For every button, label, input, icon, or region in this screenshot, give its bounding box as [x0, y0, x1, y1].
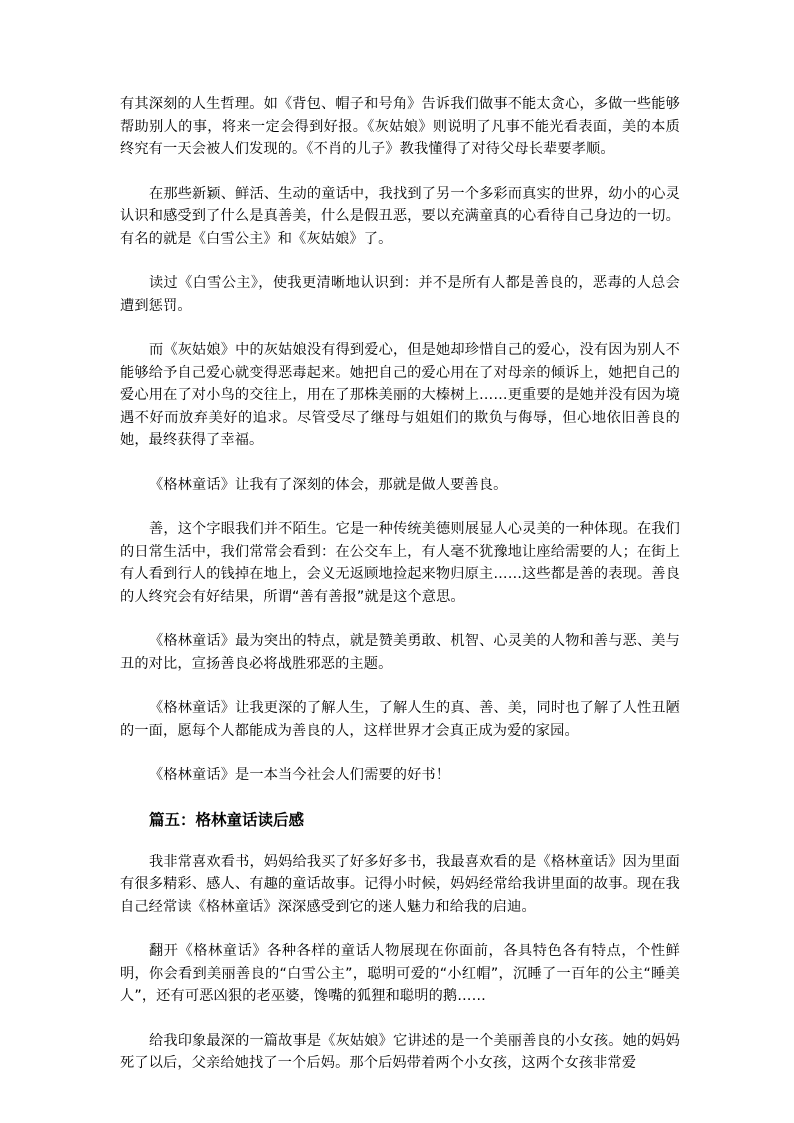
document-page	[120, 93, 680, 1097]
paragraph: 读过《白雪公主》，使我更清晰地认识到：并不是所有人都是善良的，恶毒的人总会遭到惩罚。	[120, 275, 680, 314]
section-heading: 篇五：格林童话读后感	[149, 810, 305, 829]
paragraph: 有其深刻的人生哲理。如《背包、帽子和号角》告诉我们做事不能太贪心，多做一些能够帮助别人的事，将来一定会得到好报。《灰姑娘》则说明了凡事不能光看表面，美的本质终究有一天会被人们发现的。《不肖的儿子》教我懂得了对待父母长辈要孝顺。	[120, 96, 680, 157]
paragraph: 《格林童话》是一本当今社会人们需要的好书！	[149, 767, 451, 783]
paragraph: 而《灰姑娘》中的灰姑娘没有得到爱心，但是她却珍惜自己的爱心，没有因为别人不能够给予自己爱心就变得恶毒起来。她把自己的爱心用在了对母亲的倾诉上，她把自己的爱心用在了对小鸟的交往上，用在了那株美丽的大榛树上……更重要的是她并没有因为境遇不好而放弃美好的追求。尽管受尽了继母与姐姐们的欺负与侮辱，但心地依旧善良的她，最终获得了幸福。	[120, 342, 680, 448]
paragraph: 《格林童话》让我更深的了解人生，了解人生的真、善、美，同时也了解了人性丑陋的一面，愿每个人都能成为善良的人，这样世界才会真正成为爱的家园。	[120, 700, 680, 739]
paragraph: 《格林童话》最为突出的特点，就是赞美勇敢、机智、心灵美的人物和善与恶、美与丑的对比，宣扬善良必将战胜邪恶的主题。	[120, 633, 680, 672]
paragraph: 我非常喜欢看书，妈妈给我买了好多好多书，我最喜欢看的是《格林童话》因为里面有很多精彩、感人、有趣的童话故事。记得小时候，妈妈经常给我讲里面的故事。现在我自己经常读《格林童话》深深感受到它的迷人魅力和给我的启迪。	[120, 853, 680, 915]
paragraph: 给我印象最深的一篇故事是《灰姑娘》它讲述的是一个美丽善良的小女孩。她的妈妈死了以后，父亲给她找了一个后妈。那个后妈带着两个小女孩，这两个女孩非常爱	[120, 1032, 680, 1071]
paragraph: 《格林童话》让我有了深刻的体会，那就是做人要善良。	[149, 476, 508, 493]
paragraph: 翻开《格林童话》各种各样的童话人物展现在你面前，各具特色各有特点，个性鲜明，你会看到美丽善良的“白雪公主”，聪明可爱的“小红帽”，沉睡了一百年的公主“睡美人”，还有可恶凶狠的老巫婆，馋嘴的狐狸和聪明的鹅……	[120, 943, 680, 1004]
paragraph: 善，这个字眼我们并不陌生。它是一种传统美德则展显人心灵美的一种体现。在我们的日常生活中，我们常常会看到：在公交车上，有人毫不犹豫地让座给需要的人；在街上有人看到行人的钱掉在地上，会义无返顾地捡起来物归原主……这些都是善的表现。善良的人终究会有好结果，所谓“善有善报”就是这个意思。	[120, 521, 680, 605]
paragraph: 在那些新颖、鲜活、生动的童话中，我找到了另一个多彩而真实的世界，幼小的心灵认识和感受到了什么是真善美，什么是假丑恶，要以充满童真的心看待自己身边的一切。有名的就是《白雪公主》和《灰姑娘》了。	[120, 185, 680, 247]
